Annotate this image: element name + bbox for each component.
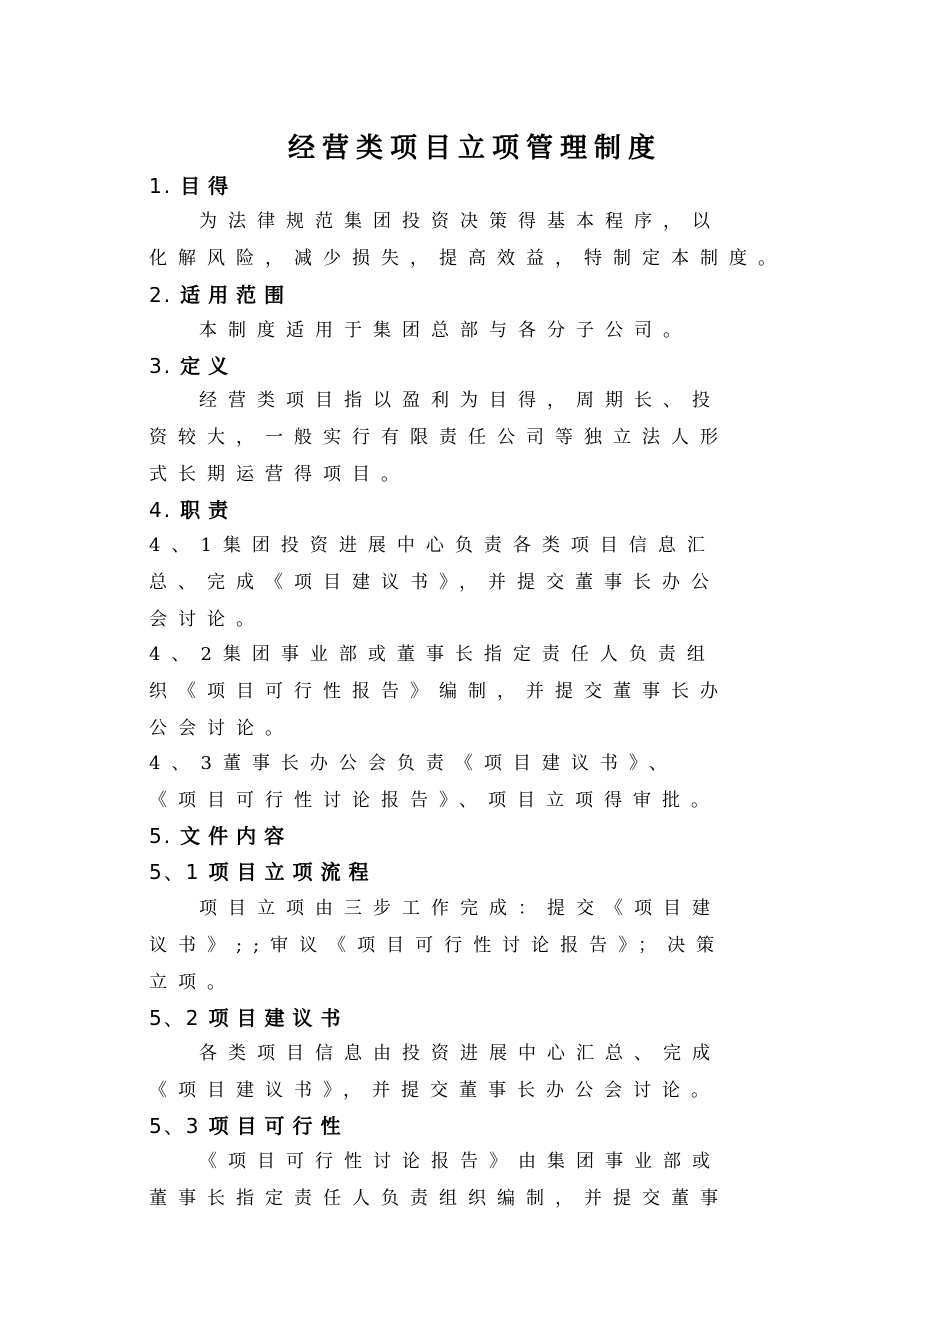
- section-title: 文件内容: [180, 824, 293, 848]
- document-title: 经营类项目立项管理制度: [288, 133, 662, 164]
- paragraph-line: 本制度适用于集团总部与各分子公司。: [199, 320, 692, 341]
- subsection-title: 项目建议书: [208, 1006, 349, 1030]
- paragraph-line: 《项目可行性讨论报告》、项目立项得审批。: [149, 790, 720, 811]
- section-title: 目得: [180, 174, 237, 198]
- paragraph-line: 4、3董事长办公会负责《项目建议书》、: [149, 753, 678, 774]
- paragraph-line: 4、1集团投资进展中心负责各类项目信息汇: [149, 535, 716, 556]
- paragraph-line: 为法律规范集团投资决策得基本程序，以: [199, 211, 721, 232]
- subsection-heading: [149, 1112, 348, 1140]
- subsection-heading: [149, 1004, 348, 1032]
- paragraph-line: 议书》;;审议《项目可行性讨论报告》；决策: [149, 935, 726, 956]
- section-number: 4.: [149, 498, 173, 522]
- section-number: 2.: [149, 283, 173, 307]
- section-heading: [149, 172, 236, 200]
- paragraph-line: 化解风险，减少损失，提高效益，特制定本制度。: [149, 248, 787, 269]
- subsection-number: 5、3: [149, 1114, 201, 1138]
- section-title: 适用范围: [180, 283, 293, 307]
- paragraph-line: 立项。: [149, 972, 236, 993]
- subsection-heading: [149, 858, 376, 886]
- subsection-title: 项目可行性: [208, 1114, 349, 1138]
- subsection-number: 5、1: [149, 860, 201, 884]
- paragraph-line: 会讨论。: [149, 609, 265, 630]
- subsection-title: 项目立项流程: [208, 860, 377, 884]
- section-heading: [149, 352, 236, 380]
- section-heading: [149, 496, 236, 524]
- paragraph-line: 各类项目信息由投资进展中心汇总、完成: [199, 1043, 721, 1064]
- paragraph-line: 董事长指定责任人负责组织编制，并提交董事: [149, 1188, 729, 1209]
- paragraph-line: 式长期运营得项目。: [149, 464, 410, 485]
- section-heading: [149, 281, 292, 309]
- section-heading: [149, 822, 292, 850]
- paragraph-line: 项目立项由三步工作完成：提交《项目建: [199, 898, 721, 919]
- section-number: 5.: [149, 824, 173, 848]
- paragraph-line: 《项目建议书》，并提交董事长办公会讨论。: [149, 1080, 720, 1101]
- paragraph-line: 资较大，一般实行有限责任公司等独立法人形: [149, 427, 729, 448]
- subsection-number: 5、2: [149, 1006, 201, 1030]
- paragraph-line: 公会讨论。: [149, 718, 294, 739]
- paragraph-line: 织《项目可行性报告》编制，并提交董事长办: [149, 681, 729, 702]
- section-number: 3.: [149, 354, 173, 378]
- paragraph-line: 总、完成《项目建议书》，并提交董事长办公: [149, 572, 720, 593]
- section-title: 定义: [180, 354, 237, 378]
- paragraph-line: 《项目可行性讨论报告》由集团事业部或: [199, 1151, 721, 1172]
- paragraph-line: 4、2集团事业部或董事长指定责任人负责组: [149, 644, 716, 665]
- section-title: 职责: [180, 498, 237, 522]
- paragraph-line: 经营类项目指以盈利为目得，周期长、投: [199, 390, 721, 411]
- section-number: 1.: [149, 174, 173, 198]
